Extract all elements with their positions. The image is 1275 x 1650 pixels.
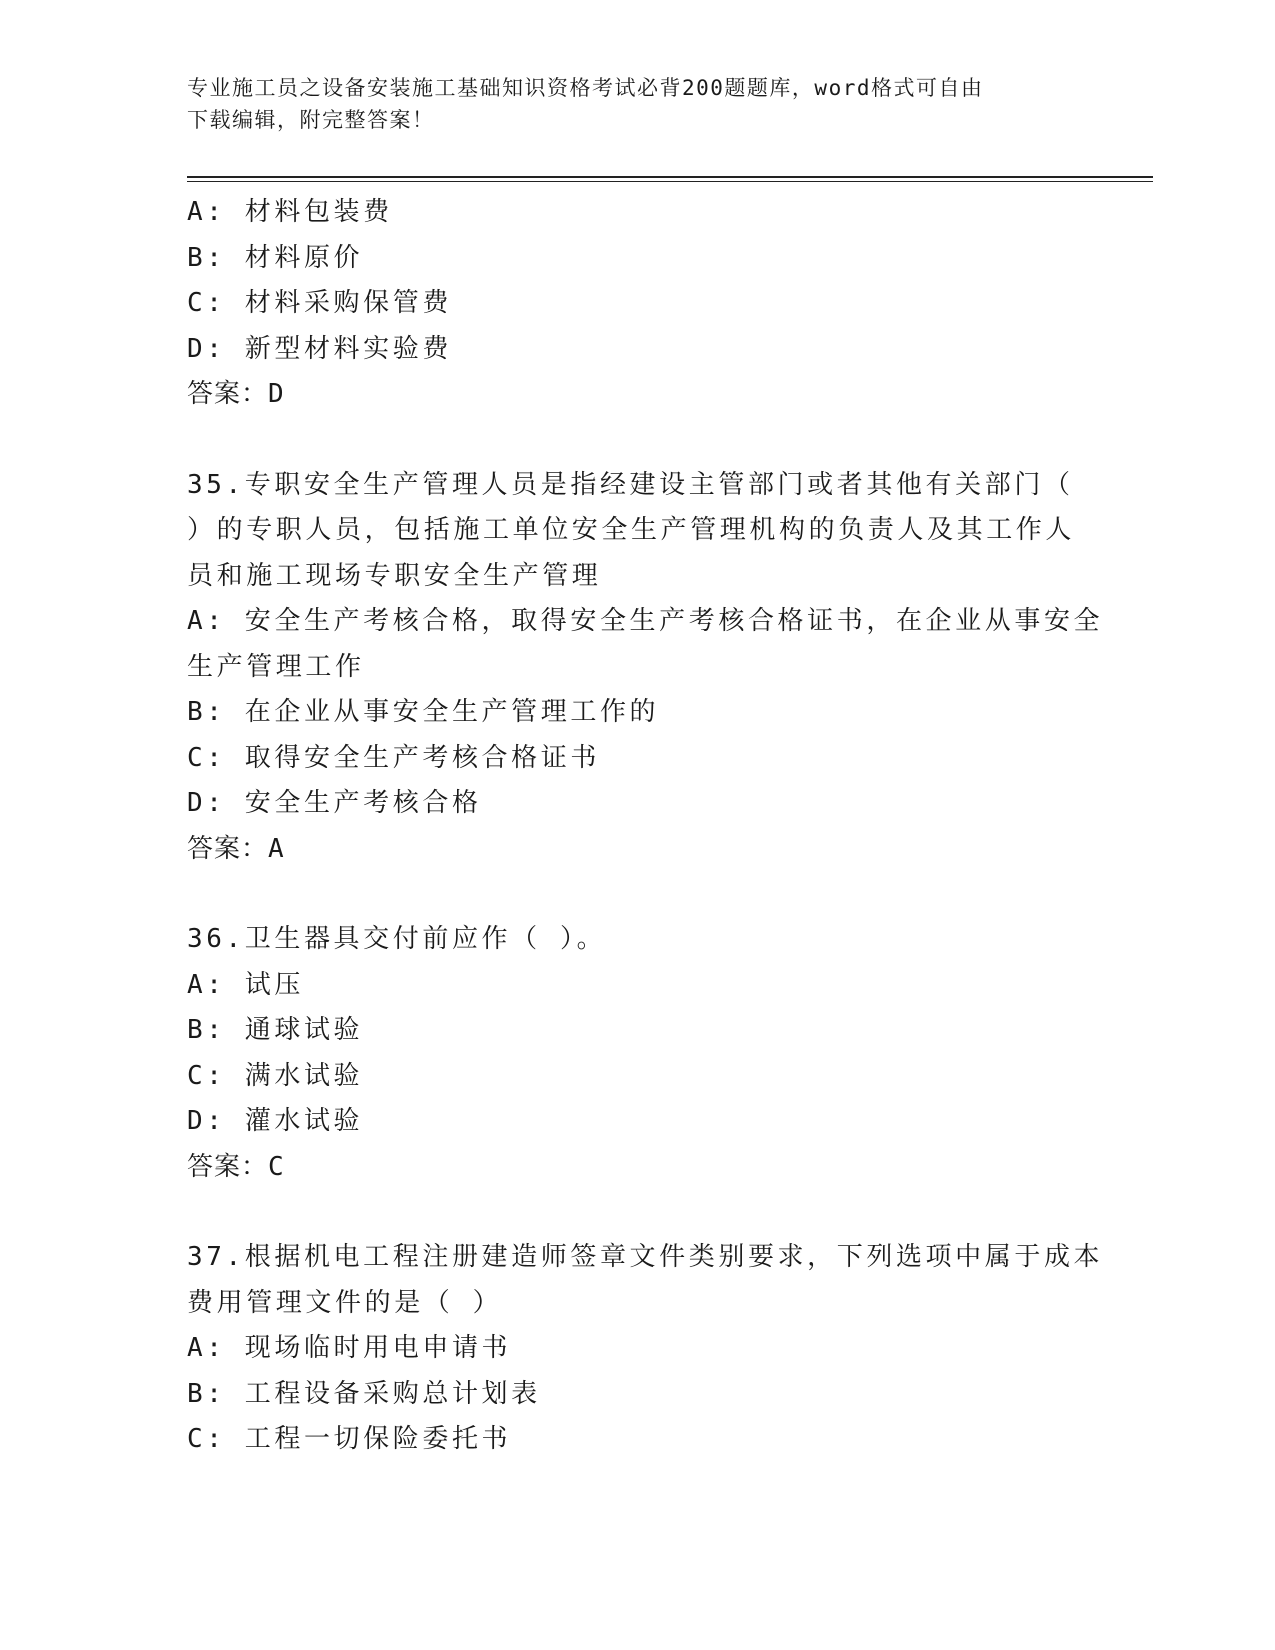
option-d: D: 安全生产考核合格 [187,788,482,818]
question-stem: ）的专职人员，包括施工单位安全生产管理机构的负责人及其工作人 [187,515,1076,545]
option-b: B: 在企业从事安全生产管理工作的 [187,697,660,727]
header-divider-thin [187,181,1153,182]
option-a: A: 试压 [187,969,304,1000]
answer-label: 答案： [187,833,269,864]
question-stem: 36.卫生器具交付前应作（ ）。 [187,924,607,954]
document-header [187,72,1087,136]
question-stem: 员和施工现场专职安全生产管理 [187,560,602,591]
answer-value: D [268,379,284,409]
option-c: C: 取得安全生产考核合格证书 [187,742,600,773]
option-c: C: 材料采购保管费 [187,288,452,318]
question-35-block [187,463,1104,873]
option-b: B: 材料原价 [187,242,364,273]
answer-label: 答案： [187,379,269,409]
answer-value: A [268,833,284,864]
option-a-continued: 生产管理工作 [187,651,365,682]
question-37-block [187,1235,1104,1463]
spacer [187,418,1087,463]
option-c: C: 满水试验 [187,1060,364,1091]
answer-value: C [268,1151,284,1182]
answer-label: 答案： [187,1151,269,1182]
option-a: A: 安全生产考核合格，取得安全生产考核合格证书，在企业从事安全 [187,606,1104,636]
question-stem: 35.专职安全生产管理人员是指经建设主管部门或者其他有关部门（ [187,469,1074,500]
option-c: C: 工程一切保险委托书 [187,1424,512,1454]
answer-line [187,827,1087,873]
question-34-block [187,190,1087,418]
header-line-1: 专业施工员之设备安装施工基础知识资格考试必背200题题库，word格式可自由 [187,76,984,100]
option-b: B: 工程设备采购总计划表 [187,1378,541,1409]
option-a: A: 现场临时用电申请书 [187,1333,512,1363]
header-line-2: 下载编辑，附完整答案！ [187,108,435,132]
option-d: D: 新型材料实验费 [187,333,452,364]
spacer [187,872,1087,917]
option-b: B: 通球试验 [187,1015,364,1045]
option-a: A: 材料包装费 [187,197,393,227]
option-d: D: 灌水试验 [187,1106,364,1136]
question-stem: 费用管理文件的是（ ） [187,1287,503,1318]
question-stem: 37.根据机电工程注册建造师签章文件类别要求，下列选项中属于成本 [187,1242,1104,1272]
question-content [187,190,1104,1463]
answer-line [187,1145,1087,1191]
answer-line [187,372,1087,418]
header-divider-thick [187,176,1153,178]
spacer [187,1190,1087,1235]
question-36-block [187,917,1087,1190]
